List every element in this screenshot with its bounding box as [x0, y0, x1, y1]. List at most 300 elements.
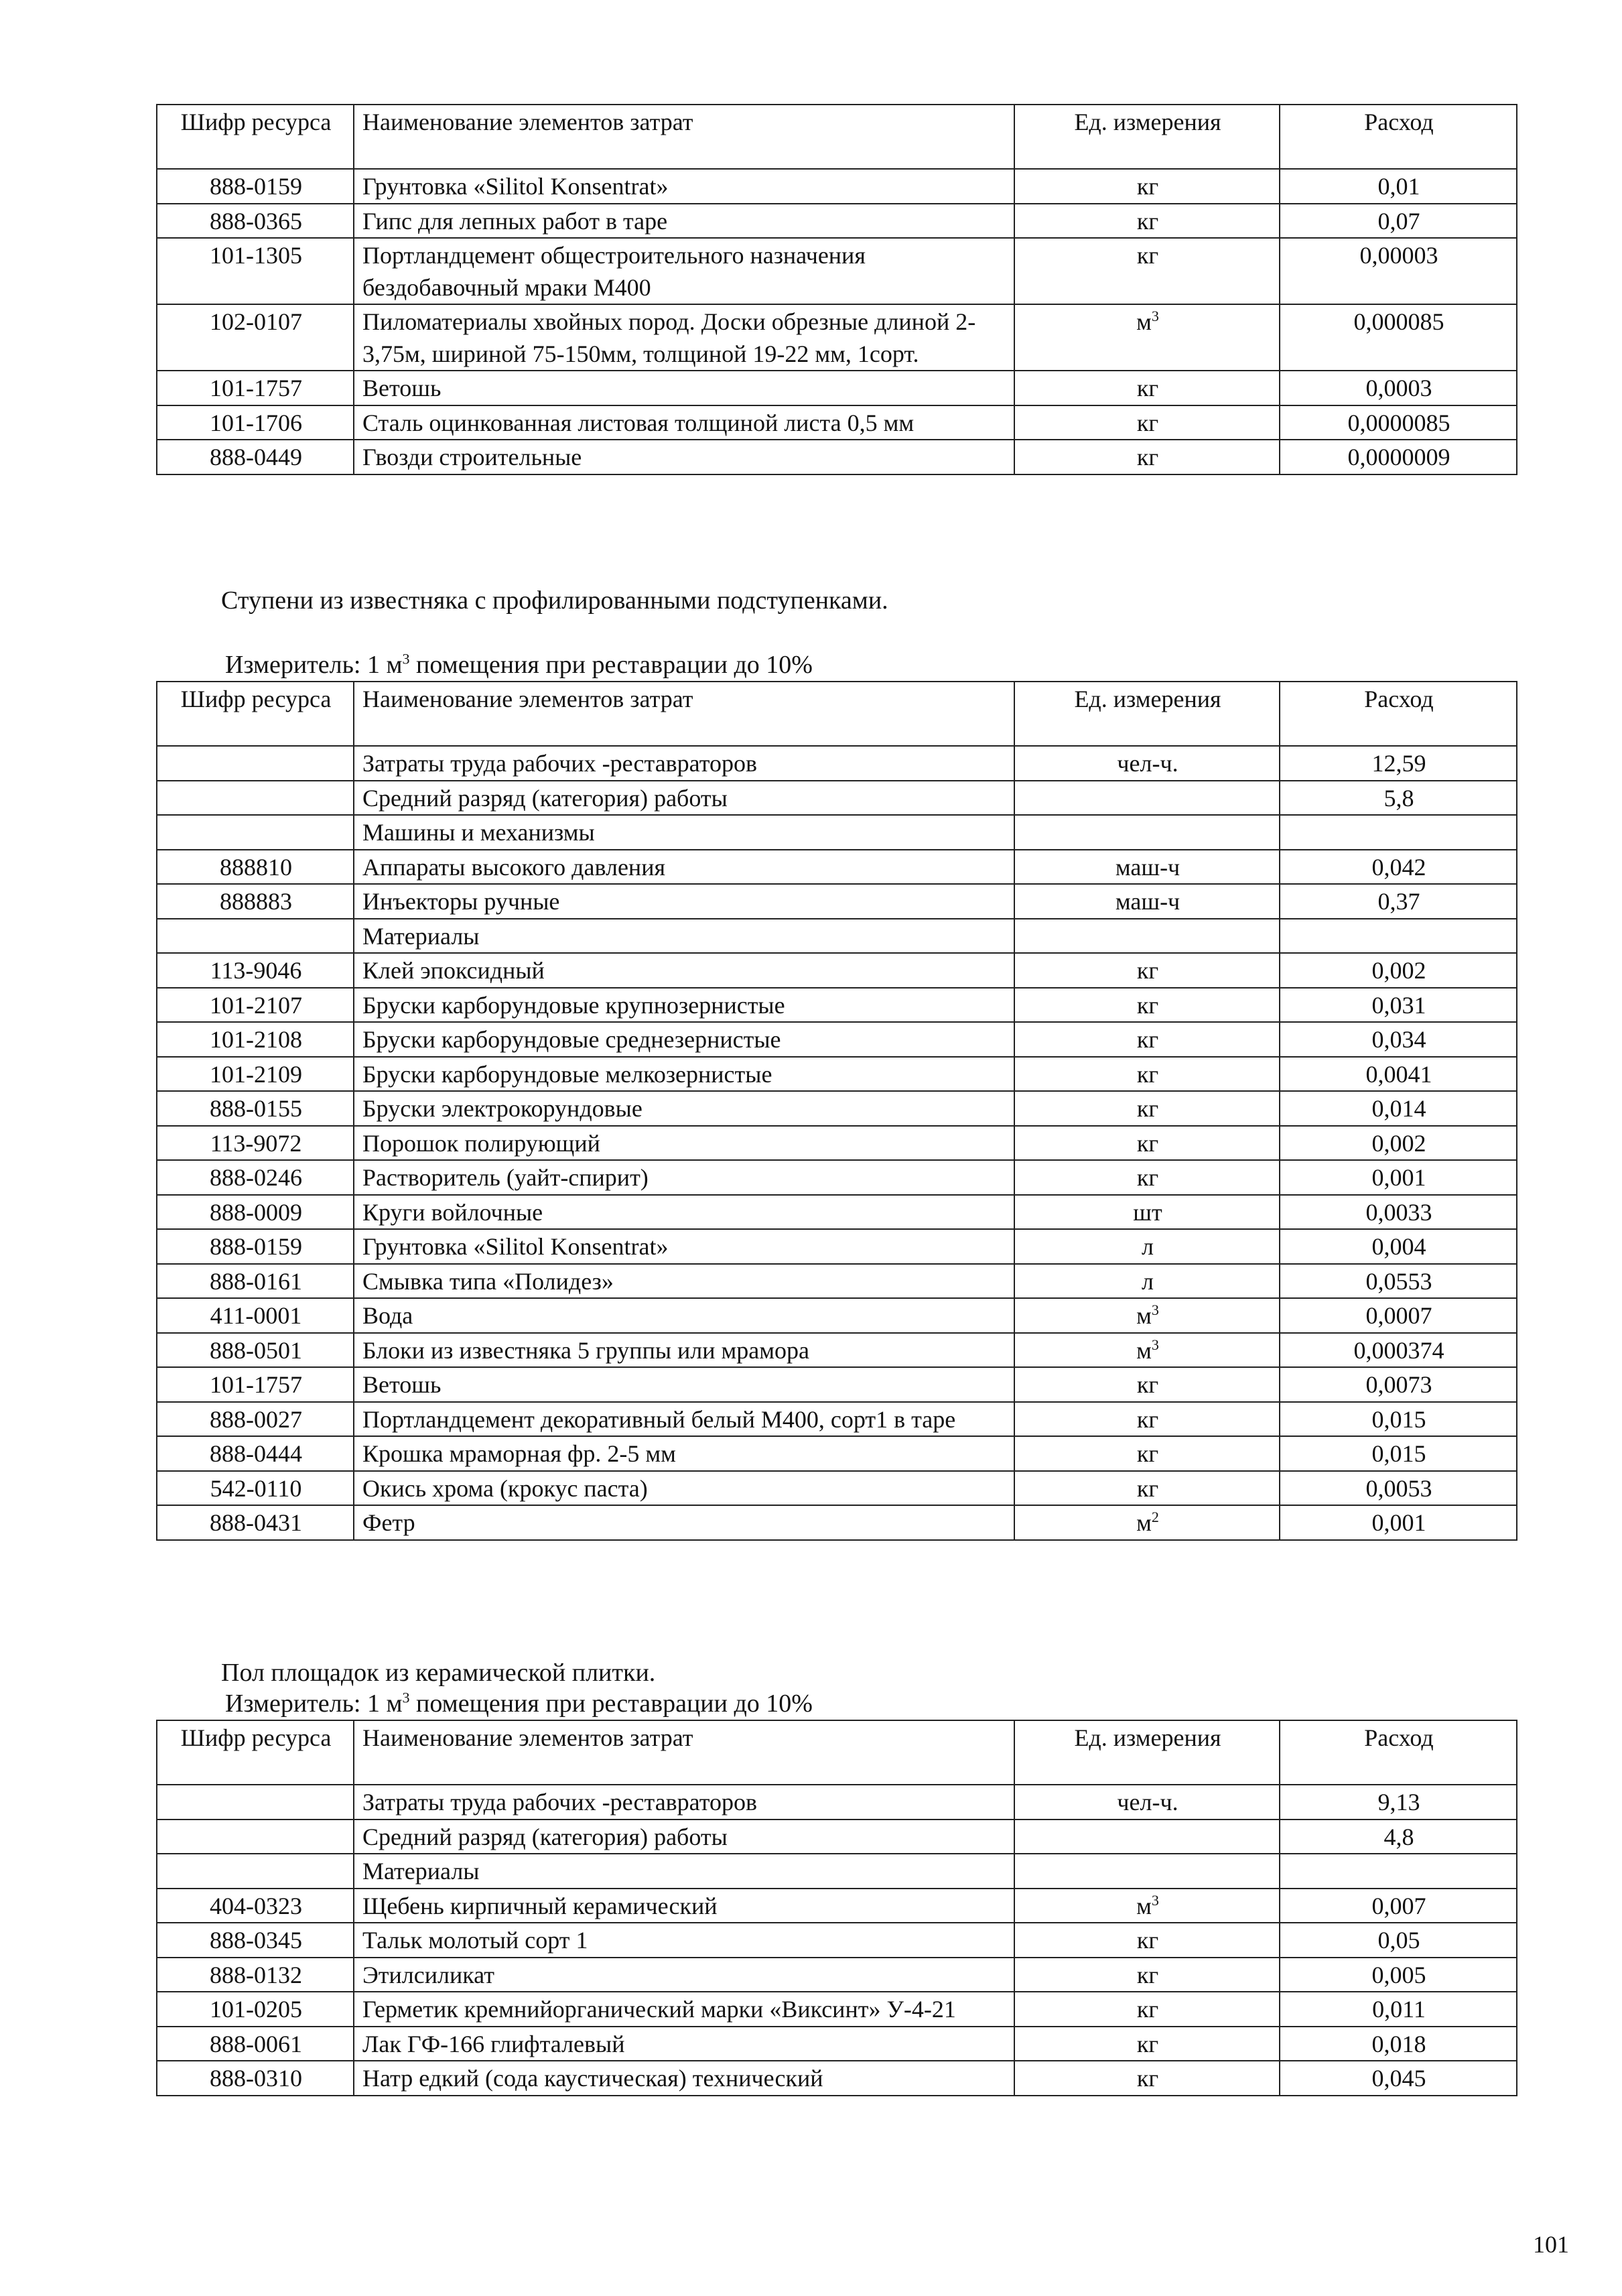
cell-name — [354, 169, 1014, 204]
amount-text: 0,001 — [1371, 1509, 1426, 1537]
cell-name — [354, 1402, 1014, 1437]
unit-text: л — [1142, 1233, 1154, 1261]
cell-name — [354, 815, 1014, 850]
measure-sup: 3 — [402, 650, 410, 667]
cell-amount — [1280, 1195, 1517, 1230]
cell-amount — [1280, 1057, 1517, 1092]
cell-amount — [1280, 1958, 1517, 1992]
amount-text: 0,07 — [1377, 207, 1420, 235]
unit-text: чел-ч. — [1117, 1789, 1178, 1815]
code-text: 101-1305 — [210, 242, 302, 269]
name-text: Натр едкий (сода каустическая) технический — [362, 2065, 823, 2092]
unit-superscript: 3 — [1151, 1891, 1159, 1909]
unit-text: кг — [1136, 1927, 1159, 1954]
table-row — [157, 815, 1517, 850]
amount-text: 0,000374 — [1353, 1336, 1444, 1364]
amount-text: 0,015 — [1371, 1405, 1426, 1433]
unit-text: кг — [1136, 2065, 1159, 2092]
cell-name — [354, 953, 1014, 988]
code-text: 888-0155 — [210, 1095, 302, 1123]
unit-text: кг — [1136, 2030, 1159, 2057]
cell-name — [354, 884, 1014, 919]
unit-text: кг — [1136, 991, 1159, 1019]
cell-code — [157, 1160, 354, 1195]
unit-text: кг — [1136, 1060, 1159, 1088]
cell-amount — [1280, 1923, 1517, 1958]
code-text: 888-0246 — [210, 1164, 302, 1192]
cell-name — [354, 919, 1014, 954]
code-text: 888-0444 — [210, 1440, 302, 1468]
cell-code — [157, 988, 354, 1023]
table-row — [157, 1126, 1517, 1161]
table-row — [157, 1820, 1517, 1854]
cell-amount — [1280, 169, 1517, 204]
table-1-body — [157, 169, 1517, 474]
cell-code — [157, 169, 354, 204]
amount-text: 0,011 — [1372, 1996, 1426, 2023]
table-row — [157, 440, 1517, 474]
amount-text: 0,007 — [1371, 1892, 1426, 1919]
table-row — [157, 1057, 1517, 1092]
cell-code — [157, 1471, 354, 1506]
name-text: Этилсиликат — [362, 1961, 494, 1988]
table-row — [157, 1923, 1517, 1958]
name-text: Смывка типа «Полидез» — [362, 1267, 614, 1295]
code-text: 888-0365 — [210, 207, 302, 235]
cell-code — [157, 304, 354, 371]
table-row — [157, 1333, 1517, 1368]
cell-code — [157, 204, 354, 239]
cell-amount — [1280, 440, 1517, 474]
cell-name — [354, 1471, 1014, 1506]
name-text: Сталь оцинкованная листовая толщиной листа 0,5 мм — [362, 409, 915, 436]
cell-code — [157, 1992, 354, 2027]
unit-text: кг — [1136, 1405, 1159, 1433]
cell-amount — [1280, 815, 1517, 850]
cell-amount — [1280, 1820, 1517, 1854]
cell-code — [157, 884, 354, 919]
code-text: 101-0205 — [210, 1996, 302, 2023]
cell-code — [157, 1505, 354, 1540]
name-text: Клей эпоксидный — [362, 957, 545, 984]
name-text: Грунтовка «Silitol Konsentrat» — [362, 1233, 669, 1261]
code-text: 888-0310 — [210, 2065, 302, 2092]
cell-code — [157, 1091, 354, 1126]
cell-name — [354, 781, 1014, 816]
unit-superscript: 2 — [1151, 1509, 1159, 1526]
code-text: 888-0159 — [210, 173, 302, 200]
name-text: Аппараты высокого давления — [362, 853, 666, 881]
section-2-title: Ступени из известняка с профилированными подступенками. — [221, 586, 888, 615]
cell-name — [354, 1195, 1014, 1230]
name-text: Бруски электрокорундовые — [362, 1095, 643, 1123]
cell-code — [157, 1820, 354, 1854]
cell-name — [354, 1889, 1014, 1923]
table-row — [157, 1229, 1517, 1264]
table-row — [157, 2061, 1517, 2096]
cell-name — [354, 405, 1014, 440]
name-text: Бруски карборундовые среднезернистые — [362, 1026, 781, 1054]
cell-amount — [1280, 1333, 1517, 1368]
amount-text: 12,59 — [1371, 750, 1426, 777]
unit-text: кг — [1136, 444, 1159, 471]
name-text: Грунтовка «Silitol Konsentrat» — [362, 173, 669, 200]
table-row — [157, 1022, 1517, 1057]
cell-unit — [1014, 988, 1280, 1023]
cell-code — [157, 1333, 354, 1368]
cell-unit — [1014, 1923, 1280, 1958]
cell-unit — [1014, 1091, 1280, 1126]
cell-amount — [1280, 1889, 1517, 1923]
resource-table-2 — [156, 681, 1517, 1541]
cell-code — [157, 1195, 354, 1230]
table-row — [157, 1195, 1517, 1230]
cell-amount — [1280, 1402, 1517, 1437]
unit-text: шт — [1133, 1198, 1162, 1226]
header-amount: Расход — [1280, 682, 1517, 746]
amount-text: 0,0041 — [1365, 1060, 1432, 1088]
cell-code — [157, 1402, 354, 1437]
name-text: Порошок полирующий — [362, 1129, 600, 1157]
cell-amount — [1280, 1992, 1517, 2027]
section-3-measure — [225, 1689, 813, 1718]
cell-name — [354, 2061, 1014, 2096]
amount-text: 0,045 — [1371, 2065, 1426, 2092]
header-amount: Расход — [1280, 105, 1517, 169]
cell-name — [354, 1958, 1014, 1992]
header-unit: Ед. измерения — [1014, 1720, 1280, 1785]
amount-text: 0,0000085 — [1347, 409, 1450, 436]
header-name: Наименование элементов затрат — [354, 682, 1014, 746]
cell-amount — [1280, 2027, 1517, 2061]
amount-text: 9,13 — [1377, 1789, 1420, 1815]
cell-name — [354, 1505, 1014, 1540]
cell-unit — [1014, 815, 1280, 850]
section-3-title: Пол площадок из керамической плитки. — [221, 1659, 656, 1687]
table-row — [157, 204, 1517, 239]
cell-amount — [1280, 1367, 1517, 1402]
table-row — [157, 1889, 1517, 1923]
unit-superscript: 3 — [1151, 1301, 1159, 1319]
cell-amount — [1280, 781, 1517, 816]
unit-superscript: 3 — [1151, 308, 1159, 325]
cell-code — [157, 1298, 354, 1333]
header-name: Наименование элементов затрат — [354, 105, 1014, 169]
cell-code — [157, 1923, 354, 1958]
amount-text: 0,0000009 — [1347, 444, 1450, 471]
cell-code — [157, 371, 354, 405]
code-text: 411-0001 — [210, 1302, 302, 1330]
cell-unit — [1014, 1820, 1280, 1854]
cell-amount — [1280, 1854, 1517, 1889]
cell-unit — [1014, 238, 1280, 304]
table-row — [157, 1958, 1517, 1992]
cell-amount — [1280, 988, 1517, 1023]
measure-suffix: помещения при реставрации до 10% — [409, 651, 813, 679]
header-unit: Ед. измерения — [1014, 105, 1280, 169]
header-code: Шифр ресурса — [157, 1720, 354, 1785]
measure-prefix: Измеритель: 1 м — [225, 1689, 403, 1718]
table-row — [157, 953, 1517, 988]
measure-prefix: Измеритель: 1 м — [225, 651, 403, 679]
unit-text: м — [1136, 1892, 1152, 1919]
unit-text: кг — [1136, 1440, 1159, 1468]
cell-unit — [1014, 1022, 1280, 1057]
cell-amount — [1280, 919, 1517, 954]
cell-code — [157, 1229, 354, 1264]
cell-amount — [1280, 1785, 1517, 1820]
table-row — [157, 884, 1517, 919]
cell-code — [157, 1264, 354, 1299]
unit-text: кг — [1136, 1095, 1159, 1123]
table-row — [157, 1505, 1517, 1540]
cell-unit — [1014, 884, 1280, 919]
cell-amount — [1280, 884, 1517, 919]
cell-unit — [1014, 1785, 1280, 1820]
unit-text: кг — [1136, 1996, 1159, 2023]
unit-text: кг — [1136, 207, 1159, 235]
cell-name — [354, 440, 1014, 474]
cell-code — [157, 850, 354, 885]
cell-code — [157, 781, 354, 816]
unit-text: кг — [1136, 957, 1159, 984]
name-text: Окись хрома (крокус паста) — [362, 1474, 648, 1502]
cell-unit — [1014, 371, 1280, 405]
amount-text: 0,37 — [1377, 888, 1420, 915]
amount-text: 0,002 — [1371, 1129, 1426, 1157]
table-row — [157, 238, 1517, 304]
unit-text: кг — [1136, 242, 1159, 269]
cell-unit — [1014, 405, 1280, 440]
table-3-body — [157, 1785, 1517, 2096]
unit-superscript: 3 — [1151, 1336, 1159, 1353]
code-text: 888-0161 — [210, 1267, 302, 1295]
cell-name — [354, 1022, 1014, 1057]
cell-amount — [1280, 1091, 1517, 1126]
cell-name — [354, 304, 1014, 371]
name-text: Машины и механизмы — [362, 819, 595, 846]
cell-unit — [1014, 1367, 1280, 1402]
cell-unit — [1014, 1471, 1280, 1506]
cell-amount — [1280, 746, 1517, 781]
cell-unit — [1014, 169, 1280, 204]
header-amount: Расход — [1280, 1720, 1517, 1785]
amount-text: 0,001 — [1371, 1164, 1426, 1192]
cell-name — [354, 1264, 1014, 1299]
cell-unit — [1014, 1889, 1280, 1923]
name-text: Ветошь — [362, 1371, 442, 1399]
amount-text: 0,034 — [1371, 1026, 1426, 1054]
code-text: 101-2108 — [210, 1026, 302, 1054]
cell-unit — [1014, 1505, 1280, 1540]
cell-unit — [1014, 1992, 1280, 2027]
name-text: Бруски карборундовые мелкозернистые — [362, 1060, 772, 1088]
amount-text: 0,031 — [1371, 991, 1426, 1019]
cell-amount — [1280, 1126, 1517, 1161]
cell-unit — [1014, 1264, 1280, 1299]
cell-amount — [1280, 304, 1517, 371]
name-text: Тальк молотый сорт 1 — [362, 1927, 588, 1954]
code-text: 888-0159 — [210, 1233, 302, 1261]
cell-name — [354, 1992, 1014, 2027]
cell-unit — [1014, 1057, 1280, 1092]
name-text: Средний разряд (категория) работы — [362, 1823, 728, 1850]
unit-text: л — [1142, 1267, 1154, 1295]
amount-text: 0,000085 — [1353, 308, 1444, 336]
amount-text: 0,05 — [1377, 1927, 1420, 1954]
cell-unit — [1014, 2061, 1280, 2096]
amount-text: 0,002 — [1371, 957, 1426, 984]
cell-name — [354, 204, 1014, 239]
table-header-row — [157, 1720, 1517, 1785]
unit-text: кг — [1136, 1129, 1159, 1157]
cell-code — [157, 746, 354, 781]
table-row — [157, 919, 1517, 954]
cell-unit — [1014, 2027, 1280, 2061]
cell-amount — [1280, 1022, 1517, 1057]
cell-name — [354, 2027, 1014, 2061]
name-text: Герметик кремнийорганический марки «Виксинт» У-4-21 — [362, 1996, 956, 2023]
cell-code — [157, 405, 354, 440]
cell-unit — [1014, 204, 1280, 239]
code-text: 101-1757 — [210, 375, 302, 402]
header-code: Шифр ресурса — [157, 105, 354, 169]
cell-amount — [1280, 850, 1517, 885]
cell-unit — [1014, 1333, 1280, 1368]
code-text: 888-0027 — [210, 1405, 302, 1433]
cell-unit — [1014, 1126, 1280, 1161]
name-text: Портландцемент декоративный белый М400, сорт1 в таре — [362, 1405, 956, 1433]
page-number: 101 — [1533, 2231, 1569, 2258]
cell-unit — [1014, 919, 1280, 954]
table-row — [157, 1785, 1517, 1820]
cell-name — [354, 1854, 1014, 1889]
table-row — [157, 1160, 1517, 1195]
table-row — [157, 1854, 1517, 1889]
cell-unit — [1014, 1229, 1280, 1264]
code-text: 888810 — [220, 853, 292, 881]
unit-text: кг — [1136, 1474, 1159, 1502]
header-name: Наименование элементов затрат — [354, 1720, 1014, 1785]
cell-amount — [1280, 405, 1517, 440]
cell-name — [354, 1298, 1014, 1333]
cell-code — [157, 2027, 354, 2061]
measure-suffix: помещения при реставрации до 10% — [409, 1689, 813, 1718]
unit-text: маш-ч — [1115, 888, 1180, 915]
cell-amount — [1280, 1471, 1517, 1506]
cell-unit — [1014, 781, 1280, 816]
cell-unit — [1014, 1854, 1280, 1889]
unit-text: кг — [1136, 1961, 1159, 1988]
cell-amount — [1280, 953, 1517, 988]
resource-table-1 — [156, 104, 1517, 475]
code-text: 888-0431 — [210, 1509, 302, 1537]
header-unit: Ед. измерения — [1014, 682, 1280, 746]
cell-amount — [1280, 1298, 1517, 1333]
cell-amount — [1280, 204, 1517, 239]
amount-text: 0,00003 — [1359, 242, 1438, 269]
table-row — [157, 1471, 1517, 1506]
cell-name — [354, 1923, 1014, 1958]
table-row — [157, 371, 1517, 405]
cell-amount — [1280, 1160, 1517, 1195]
amount-text: 0,042 — [1371, 853, 1426, 881]
amount-text: 0,0007 — [1365, 1302, 1432, 1330]
unit-text: кг — [1136, 173, 1159, 200]
table-row — [157, 850, 1517, 885]
cell-unit — [1014, 1160, 1280, 1195]
table-row — [157, 1402, 1517, 1437]
name-text: Растворитель (уайт-спирит) — [362, 1164, 649, 1192]
cell-unit — [1014, 1195, 1280, 1230]
cell-unit — [1014, 440, 1280, 474]
name-text: Инъекторы ручные — [362, 888, 560, 915]
table-row — [157, 405, 1517, 440]
cell-code — [157, 953, 354, 988]
unit-text: кг — [1136, 375, 1159, 402]
code-text: 888-0501 — [210, 1336, 302, 1364]
cell-name — [354, 1057, 1014, 1092]
cell-code — [157, 238, 354, 304]
cell-code — [157, 1057, 354, 1092]
code-text: 101-2109 — [210, 1060, 302, 1088]
code-text: 542-0110 — [210, 1474, 302, 1502]
cell-name — [354, 1436, 1014, 1471]
code-text: 113-9046 — [210, 957, 302, 984]
code-text: 113-9072 — [210, 1129, 302, 1157]
name-text: Вода — [362, 1302, 413, 1330]
cell-amount — [1280, 238, 1517, 304]
cell-unit — [1014, 850, 1280, 885]
table-row — [157, 1992, 1517, 2027]
name-text: Фетр — [362, 1509, 415, 1537]
cell-unit — [1014, 304, 1280, 371]
name-text: Ветошь — [362, 375, 442, 402]
cell-code — [157, 919, 354, 954]
amount-text: 4,8 — [1383, 1823, 1414, 1850]
table-row — [157, 169, 1517, 204]
unit-text: маш-ч — [1115, 853, 1180, 881]
code-text: 404-0323 — [210, 1892, 302, 1919]
cell-name — [354, 1126, 1014, 1161]
table-row — [157, 1091, 1517, 1126]
name-text: Щебень кирпичный керамический — [362, 1892, 718, 1919]
name-text: Гвозди строительные — [362, 444, 582, 471]
cell-name — [354, 1785, 1014, 1820]
cell-unit — [1014, 1958, 1280, 1992]
cell-amount — [1280, 1264, 1517, 1299]
resource-table-3 — [156, 1720, 1517, 2096]
cell-code — [157, 1785, 354, 1820]
code-text: 888-0132 — [210, 1961, 302, 1988]
cell-code — [157, 1367, 354, 1402]
measure-sup: 3 — [402, 1689, 410, 1706]
table-row — [157, 1298, 1517, 1333]
code-text: 888-0061 — [210, 2030, 302, 2057]
name-text: Крошка мраморная фр. 2-5 мм — [362, 1440, 676, 1468]
cell-name — [354, 1229, 1014, 1264]
unit-text: чел-ч. — [1117, 750, 1178, 777]
name-text: Затраты труда рабочих -реставраторов — [362, 750, 757, 777]
cell-name — [354, 746, 1014, 781]
unit-text: м — [1136, 308, 1152, 336]
table-2-body — [157, 746, 1517, 1540]
name-text: Круги войлочные — [362, 1198, 543, 1226]
cell-amount — [1280, 1505, 1517, 1540]
cell-code — [157, 1126, 354, 1161]
table-row — [157, 2027, 1517, 2061]
table-header-row — [157, 682, 1517, 746]
